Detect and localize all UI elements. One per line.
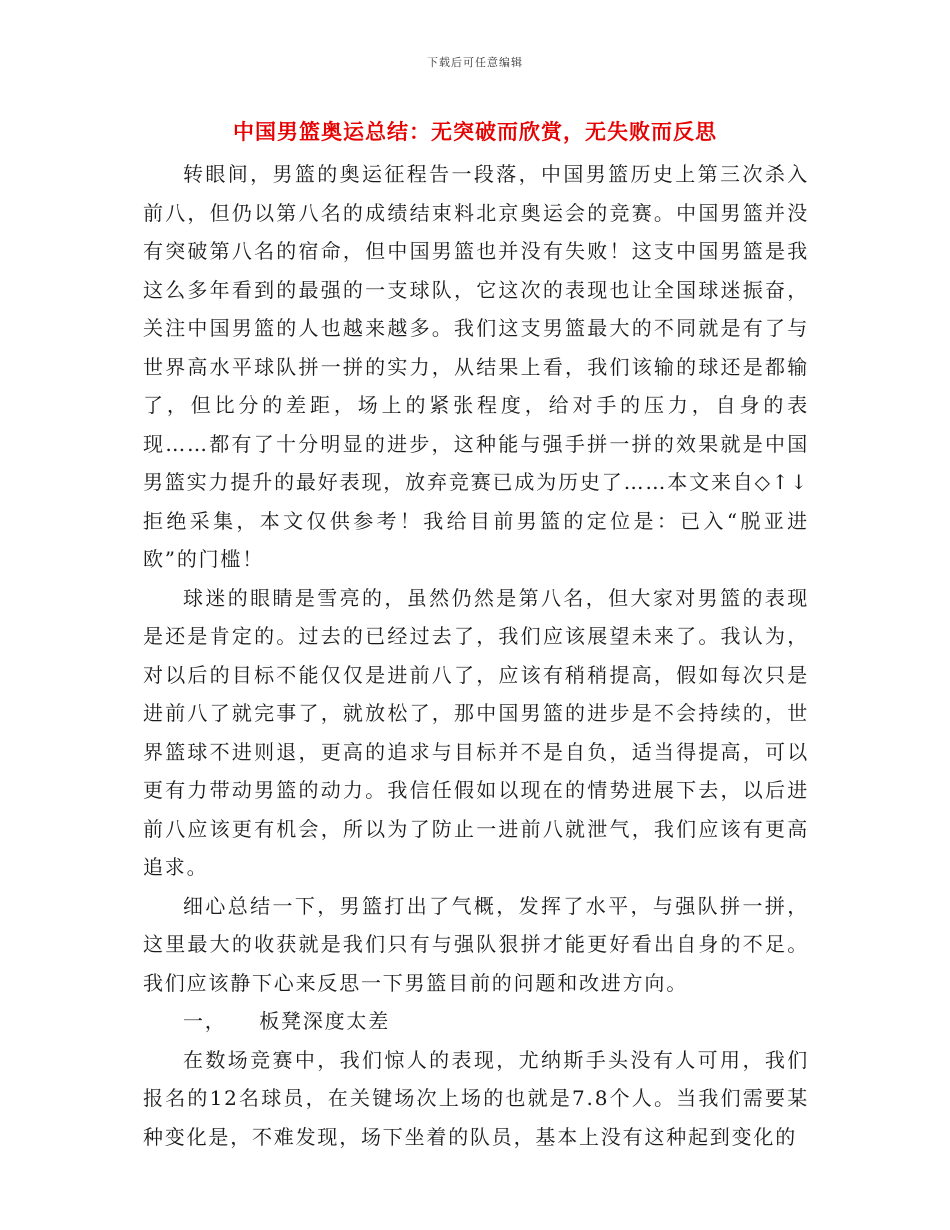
- paragraph-1: 转眼间，男篮的奥运征程告一段落，中国男篮历史上第三次杀入前八，但仍以第八名的成绩结束料北京奥运会的竞赛。中国男篮并没有突破第八名的宿命，但中国男篮也并没有失败！这支中国男篮是我这么多年看到的最强的一支球队，它这次的表现也让全国球迷振奋，关注中国男篮的人也越来越多。我们这支男篮最大的不同就是有了与世界高水平球队拼一拼的实力，从结果上看，我们该输的球还是都输了，但比分的差距，场上的紧张程度，给对手的压力，自身的表现……都有了十分明显的进步，这种能与强手拼一拼的效果就是中国男篮实力提升的最好表现，放弃竞赛已成为历史了……本文来自◇↑↓拒绝采集，本文仅供参考！我给目前男篮的定位是：已入“脱亚进欧”的门槛！: [143, 162, 809, 571]
- paragraph-3: 细心总结一下，男篮打出了气概，发挥了水平，与强队拼一拼，这里最大的收获就是我们只有与强队狠拼才能更好看出自身的不足。我们应该静下心来反思一下男篮目前的问题和改进方向。: [143, 893, 809, 995]
- document-title: 中国男篮奥运总结：无突破而欣赏，无失败而反思: [233, 119, 717, 144]
- paragraph-2: 球迷的眼睛是雪亮的，虽然仍然是第八名，但大家对男篮的表现是还是肯定的。过去的已经过去了，我们应该展望未来了。我认为，对以后的目标不能仅仅是进前八了，应该有稍稍提高，假如每次只是进前八了就完事了，就放松了，那中国男篮的进步是不会持续的，世界篮球不进则退，更高的追求与目标并不是自负，适当得提高，可以更有力带动男篮的动力。我信任假如以现在的情势进展下去，以后进前八应该更有机会，所以为了防止一进前八就泄气，我们应该有更高追求。: [143, 585, 809, 879]
- paragraph-4: 在数场竞赛中，我们惊人的表现，尤纳斯手头没有人可用，我们报名的12名球员，在关键场次上场的也就是7.8个人。当我们需要某种变化是，不难发现，场下坐着的队员，基本上没有这种起到变化的: [143, 1047, 809, 1149]
- document-body: [143, 155, 809, 1156]
- section-heading-1: 一， 板凳深度太差: [183, 1009, 391, 1033]
- header-note: 下载后可任意编辑: [427, 56, 523, 69]
